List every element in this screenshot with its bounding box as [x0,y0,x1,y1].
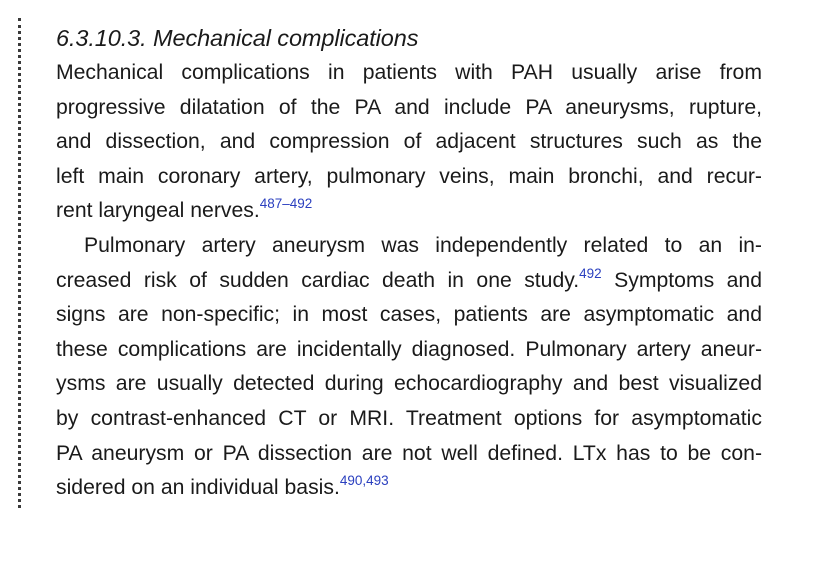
citation-link[interactable]: 492 [579,265,602,281]
citation-link[interactable]: 490,493 [339,473,389,489]
section-heading: 6.3.10.3. Mechanical complications [56,25,419,51]
text-line [56,264,762,299]
text-fragment: Symptoms and [601,268,762,292]
dotted-margin-rule [18,18,21,508]
text-fragment: sidered on an individual basis. [56,476,340,500]
text-fragment: creased risk of sudden cardiac death in one study. [56,268,580,292]
text-line: ysms are usually detected during echocardiography and best visualized [56,372,762,396]
text-line: PA aneurysm or PA dissection are not well defined. LTx has to be con- [56,441,762,465]
document-section [56,20,762,506]
text-line [56,194,762,229]
text-line [56,471,762,506]
text-line: by contrast-enhanced CT or MRI. Treatment options for asymptomatic [56,406,762,430]
paragraph-2 [56,229,762,506]
text-line: Pulmonary artery aneurysm was independently related to an in- [84,233,762,257]
citation-link[interactable]: 487–492 [259,196,313,212]
text-line: left main coronary artery, pulmonary veins, main bronchi, and recur- [56,164,762,188]
text-fragment: rent laryngeal nerves. [56,199,260,223]
text-line: and dissection, and compression of adjacent structures such as the [56,130,762,154]
text-line: Mechanical complications in patients with PAH usually arise from [56,61,762,84]
text-line: progressive dilatation of the PA and include PA aneurysms, rupture, [56,95,762,119]
text-line: these complications are incidentally diagnosed. Pulmonary artery aneur- [56,337,762,361]
text-line: signs are non-specific; in most cases, patients are asymptomatic and [56,303,762,327]
paragraph-1 [56,56,762,229]
